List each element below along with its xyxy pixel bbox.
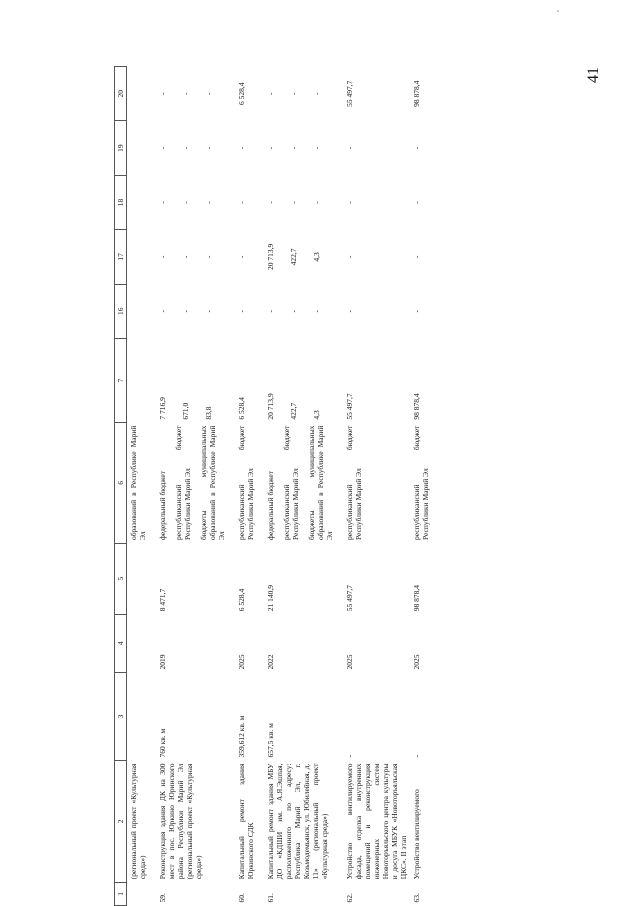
amount-value xyxy=(129,233,145,281)
total-cost: 8 471,7 xyxy=(158,588,167,612)
amount-value: 55 497,7 xyxy=(345,393,354,420)
amount-col7 xyxy=(156,338,235,422)
amount-value: - xyxy=(204,255,213,259)
capacity: 657,5 кв. м xyxy=(266,723,275,758)
amount-c19 xyxy=(264,121,343,175)
funding-source: федеральный бюджет xyxy=(158,470,167,541)
amount-value: - xyxy=(266,92,275,95)
row-number xyxy=(127,882,157,905)
rotated-table-container xyxy=(114,66,524,906)
amount-col7 xyxy=(410,338,439,422)
amount-value: - xyxy=(181,201,190,204)
budget-table xyxy=(114,66,439,906)
funding-source: республиканский бюджет Республики Марий Эл xyxy=(174,425,192,541)
amount-value: - xyxy=(412,201,421,204)
col-header: 5 xyxy=(115,543,127,614)
amount-c19 xyxy=(343,121,410,175)
amount-c17 xyxy=(410,230,439,284)
amount-c18 xyxy=(156,175,235,229)
amount-c16 xyxy=(410,284,439,338)
amount-c16 xyxy=(343,284,410,338)
table-row xyxy=(264,67,343,906)
amount-value: - xyxy=(289,92,298,95)
amount-c16 xyxy=(127,284,157,338)
funding-source: федеральный бюджет xyxy=(266,470,275,541)
amount-value: 6 528,4 xyxy=(237,82,246,105)
row-number: 61. xyxy=(266,893,275,903)
amount-value: - xyxy=(158,146,167,150)
year: 2025 xyxy=(237,654,246,670)
row-number: 59. xyxy=(158,893,167,903)
col-header: 3 xyxy=(115,672,127,760)
col-header: 19 xyxy=(115,121,127,175)
col-header: 20 xyxy=(115,67,127,121)
amount-value: - xyxy=(266,310,275,313)
funding-sources xyxy=(264,423,343,543)
amount-value: 7 716,9 xyxy=(158,397,167,420)
year: 2019 xyxy=(158,654,167,670)
scan-speck xyxy=(557,10,559,12)
amount-value: - xyxy=(412,146,421,150)
column-number-row xyxy=(115,67,127,906)
amount-c20 xyxy=(343,67,410,121)
year xyxy=(127,614,157,672)
funding-sources xyxy=(127,423,157,543)
amount-value: - xyxy=(345,310,354,313)
amount-value: - xyxy=(312,146,321,150)
amount-c18 xyxy=(264,175,343,229)
amount-col7 xyxy=(235,338,264,422)
amount-col7 xyxy=(343,338,410,422)
capacity: 760 кв. м xyxy=(158,728,167,758)
amount-value: 20 713,9 xyxy=(266,393,275,420)
funding-source: республиканский бюджет Республики Марий Эл xyxy=(412,425,430,541)
amount-value: - xyxy=(181,92,190,95)
amount-c20 xyxy=(235,67,264,121)
amount-c20 xyxy=(127,67,157,121)
col-header: 2 xyxy=(115,761,127,883)
amount-c16 xyxy=(235,284,264,338)
amount-value: - xyxy=(312,201,321,204)
amount-value: 83,8 xyxy=(204,406,213,420)
col-header: 6 xyxy=(115,423,127,543)
col-header: 4 xyxy=(115,614,127,672)
table-row xyxy=(343,67,410,906)
amount-value: - xyxy=(204,146,213,150)
amount-c19 xyxy=(410,121,439,175)
amount-value xyxy=(129,287,145,335)
row-number: 62. xyxy=(345,893,354,903)
amount-c16 xyxy=(156,284,235,338)
amount-value: - xyxy=(345,146,354,150)
amount-c17 xyxy=(156,230,235,284)
amount-value xyxy=(129,70,145,118)
amount-value: - xyxy=(266,201,275,204)
amount-value: - xyxy=(237,201,246,204)
amount-value: - xyxy=(181,146,190,150)
year: 2025 xyxy=(412,654,421,670)
amount-c19 xyxy=(127,121,157,175)
amount-value: - xyxy=(158,201,167,204)
amount-c20 xyxy=(410,67,439,121)
capacity xyxy=(127,672,157,760)
object-name: Устройство вентилируемого xyxy=(412,789,421,880)
col-header: 16 xyxy=(115,284,127,338)
col-header: 18 xyxy=(115,175,127,229)
amount-value: - xyxy=(289,310,298,313)
amount-value: - xyxy=(289,201,298,204)
row-number: 63. xyxy=(412,893,421,903)
amount-value: 422,7 xyxy=(289,248,298,266)
amount-value xyxy=(129,178,145,226)
amount-value xyxy=(129,124,145,172)
total-cost: 21 140,9 xyxy=(266,584,275,612)
funding-source: образований в Республике Марий Эл xyxy=(129,425,147,541)
amount-value: - xyxy=(312,92,321,95)
funding-sources xyxy=(410,423,439,543)
total-cost: 98 878,4 xyxy=(412,584,421,612)
capacity: - xyxy=(345,755,354,758)
year: 2022 xyxy=(266,654,275,670)
amount-c19 xyxy=(156,121,235,175)
table-row xyxy=(127,67,157,906)
amount-value: 671,0 xyxy=(181,402,190,420)
amount-value: 55 497,7 xyxy=(345,80,354,107)
object-name: Устройство вентилируемого фасада, отделка внутренних помещений и реконструкция инженерных систем Новоторъяльского центра культуры и досуга МБУК «Новоторъяльская ЦКС». II этап xyxy=(345,763,408,880)
table-row xyxy=(156,67,235,906)
funding-source: бюджеты муниципальных образований в Республике Марий Эл xyxy=(307,425,334,541)
funding-source: республиканский бюджет Республики Марий Эл xyxy=(237,425,255,541)
object-name: Капитальный ремонт здания Юркинского СДК xyxy=(237,763,255,880)
amount-value: - xyxy=(345,255,354,259)
amount-col7 xyxy=(127,338,157,422)
object-name: Капитальный ремонт здания МБУ ДО «КДШИ им. А.Я.Эшпая, расположенного по адресу: Республика Марий Эл, г. Козьмодемьянск, ул. Юбилейная, д. 11» (региональный проект «Культурная среда») xyxy=(266,763,329,880)
amount-value: - xyxy=(204,310,213,313)
amount-value: - xyxy=(312,310,321,313)
amount-value: - xyxy=(237,146,246,150)
funding-source: бюджеты муниципальных образований в Республике Марий Эл xyxy=(199,425,226,541)
row-number: 60. xyxy=(237,893,246,903)
funding-sources xyxy=(156,423,235,543)
amount-value: - xyxy=(412,255,421,259)
amount-c18 xyxy=(410,175,439,229)
capacity: - xyxy=(412,755,421,758)
amount-c17 xyxy=(235,230,264,284)
amount-value: 422,7 xyxy=(289,402,298,420)
funding-source: республиканский бюджет Республики Марий Эл xyxy=(282,425,300,541)
amount-col7 xyxy=(264,338,343,422)
amount-c18 xyxy=(343,175,410,229)
amount-c20 xyxy=(156,67,235,121)
amount-value: - xyxy=(158,310,167,313)
amount-value: - xyxy=(181,310,190,313)
amount-value: 20 713,9 xyxy=(266,243,275,271)
table-row xyxy=(410,67,439,906)
amount-value: 98 878,4 xyxy=(412,393,421,420)
amount-value: - xyxy=(266,146,275,150)
funding-sources xyxy=(235,423,264,543)
funding-source: республиканский бюджет Республики Марий Эл xyxy=(345,425,363,541)
capacity: 359,612 кв. м xyxy=(237,715,246,758)
funding-sources xyxy=(343,423,410,543)
amount-value: - xyxy=(158,255,167,259)
amount-value: - xyxy=(345,201,354,204)
col-header: 17 xyxy=(115,230,127,284)
amount-value: - xyxy=(204,92,213,95)
year: 2025 xyxy=(345,654,354,670)
amount-c17 xyxy=(127,230,157,284)
amount-value: - xyxy=(158,92,167,95)
amount-value: 4,3 xyxy=(312,252,321,262)
total-cost: 55 497,7 xyxy=(345,584,354,612)
amount-value: 98 878,4 xyxy=(412,80,421,107)
amount-c19 xyxy=(235,121,264,175)
amount-value: - xyxy=(289,146,298,150)
amount-c18 xyxy=(127,175,157,229)
amount-c17 xyxy=(264,230,343,284)
page-number: 41 xyxy=(585,67,602,83)
amount-c18 xyxy=(235,175,264,229)
amount-value: - xyxy=(237,255,246,259)
table-row xyxy=(235,67,264,906)
total-cost: 6 528,4 xyxy=(237,588,246,612)
amount-value: - xyxy=(204,201,213,204)
col-header: 7 xyxy=(115,338,127,422)
amount-value: - xyxy=(181,255,190,259)
amount-c16 xyxy=(264,284,343,338)
amount-c17 xyxy=(343,230,410,284)
amount-value: - xyxy=(412,310,421,313)
amount-value: - xyxy=(237,310,246,313)
amount-value: 6 528,4 xyxy=(237,397,246,420)
object-name: (региональный проект «Культурная среда») xyxy=(129,763,147,880)
amount-value: 4,3 xyxy=(312,410,321,420)
object-name: Реконструкция здания ДК на 300 мест в пос. Юркино Юринского района Республики Марий Эл (региональный проект «Культурная среда») xyxy=(158,763,203,880)
amount-c20 xyxy=(264,67,343,121)
col-header: 1 xyxy=(115,882,127,905)
amount-value xyxy=(129,341,145,419)
total-cost xyxy=(127,543,157,614)
